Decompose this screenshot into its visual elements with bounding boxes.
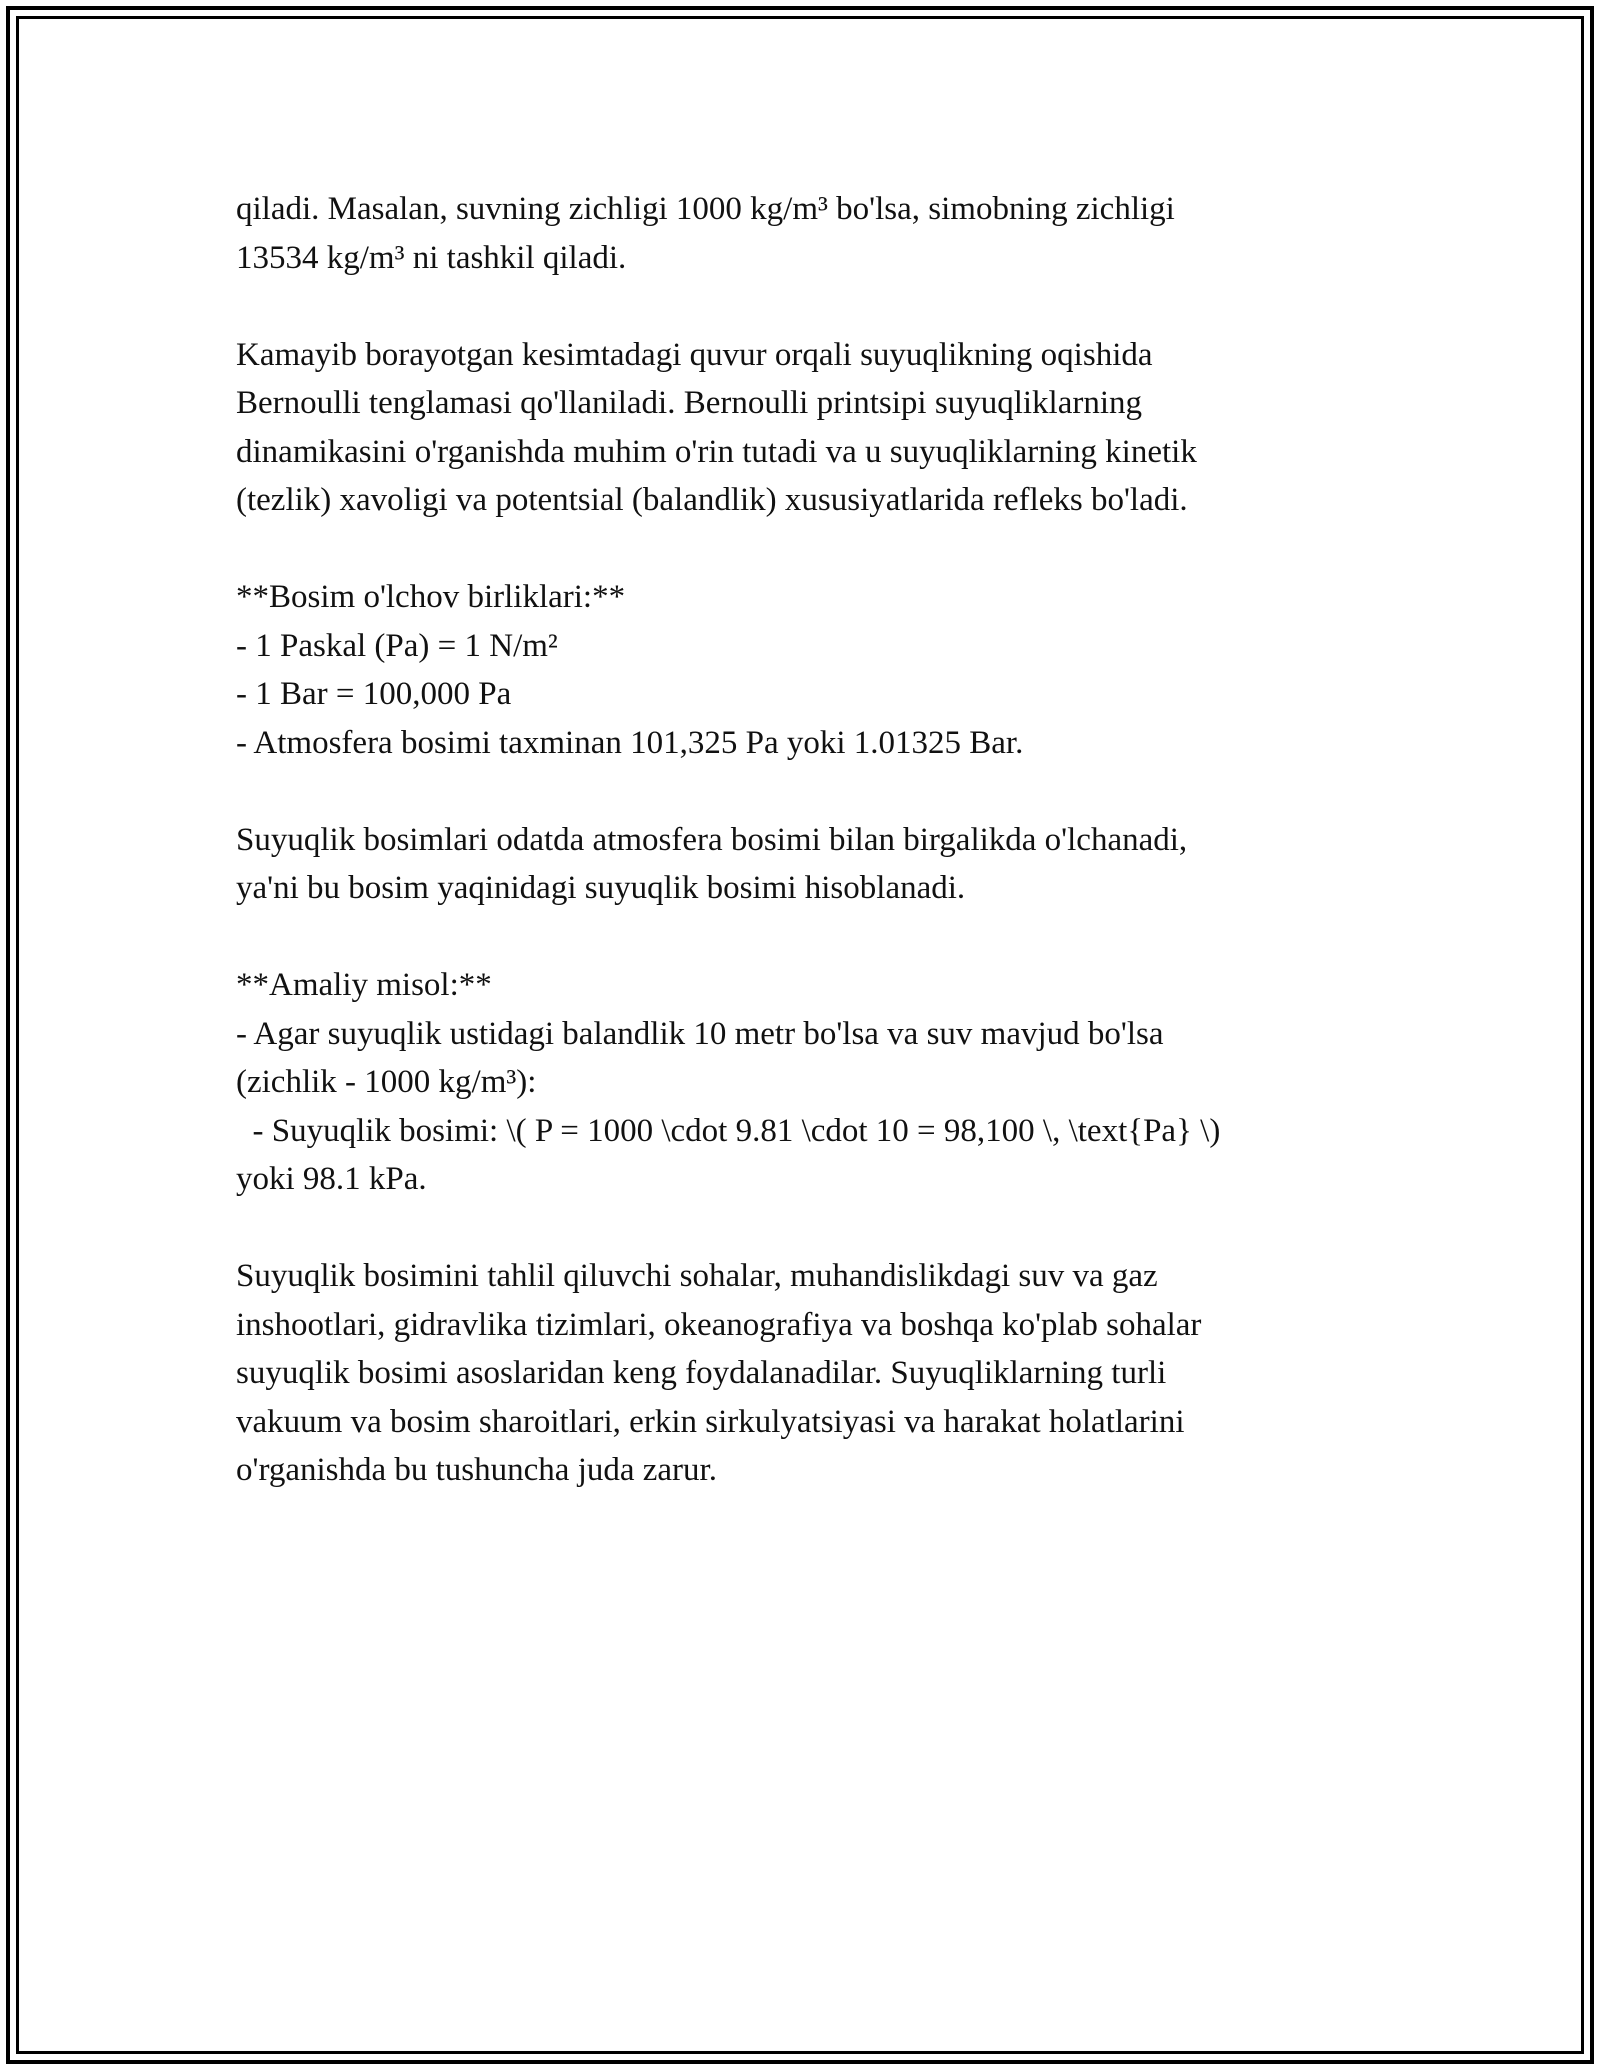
list-item: - 1 Bar = 100,000 Pa bbox=[236, 676, 512, 712]
list-item: - Agar suyuqlik ustidagi balandlik 10 metr bo'lsa va suv mavjud bo'lsa bbox=[236, 1015, 1164, 1052]
text-line: Suyuqlik bosimini tahlil qiluvchi sohalar, muhandislikdagi suv va gaz bbox=[236, 1258, 1158, 1294]
paragraph-density bbox=[236, 185, 1376, 282]
paragraph-example bbox=[236, 961, 1376, 1204]
text-line: Suyuqlik bosimlari odatda atmosfera bosimi bilan birgalikda o'lchanadi, bbox=[236, 821, 1188, 858]
text-line: (zichlik - 1000 kg/m³): bbox=[236, 1064, 537, 1100]
text-line: vakuum va bosim sharoitlari, erkin sirkulyatsiyasi va harakat holatlarini bbox=[236, 1403, 1185, 1440]
text-line: dinamikasini o'rganishda muhim o'rin tutadi va u suyuqliklarning kinetik bbox=[236, 433, 1197, 470]
text-line: (tezlik) xavoligi va potentsial (balandlik) xususiyatlarida refleks bo'ladi. bbox=[236, 482, 1188, 518]
text-line: qiladi. Masalan, suvning zichligi 1000 kg/m³ bo'lsa, simobning zichligi bbox=[236, 191, 1175, 227]
paragraph-bernoulli bbox=[236, 331, 1376, 525]
text-line: o'rganishda bu tushuncha juda zarur. bbox=[236, 1452, 717, 1488]
section-heading: **Amaliy misol:** bbox=[236, 967, 492, 1003]
text-line: 13534 kg/m³ ni tashkil qiladi. bbox=[236, 239, 627, 276]
text-line: yoki 98.1 kPa. bbox=[236, 1161, 427, 1197]
text-line: ya'ni bu bosim yaqinidagi suyuqlik bosimi hisoblanadi. bbox=[236, 870, 966, 906]
list-item: - Atmosfera bosimi taxminan 101,325 Pa yoki 1.01325 Bar. bbox=[236, 724, 1024, 761]
text-line: Kamayib borayotgan kesimtadagi quvur orqali suyuqlikning oqishida bbox=[236, 336, 1153, 373]
paragraph-pressure-units bbox=[236, 573, 1376, 767]
list-item: - 1 Paskal (Pa) = 1 N/m² bbox=[236, 627, 558, 664]
text-line: suyuqlik bosimi asoslaridan keng foydalanadilar. Suyuqliklarning turli bbox=[236, 1355, 1167, 1391]
text-line: Bernoulli tenglamasi qo'llaniladi. Bernoulli printsipi suyuqliklarning bbox=[236, 385, 1143, 421]
document-body bbox=[236, 185, 1376, 1543]
paragraph-measurement bbox=[236, 816, 1376, 913]
paragraph-applications bbox=[236, 1252, 1376, 1495]
formula-line: - Suyuqlik bosimi: \( P = 1000 \cdot 9.81 \cdot 10 = 98,100 \, \text{Pa} \) bbox=[236, 1112, 1221, 1149]
section-heading: **Bosim o'lchov birliklari:** bbox=[236, 579, 626, 615]
text-line: inshootlari, gidravlika tizimlari, okeanografiya va boshqa ko'plab sohalar bbox=[236, 1306, 1202, 1343]
